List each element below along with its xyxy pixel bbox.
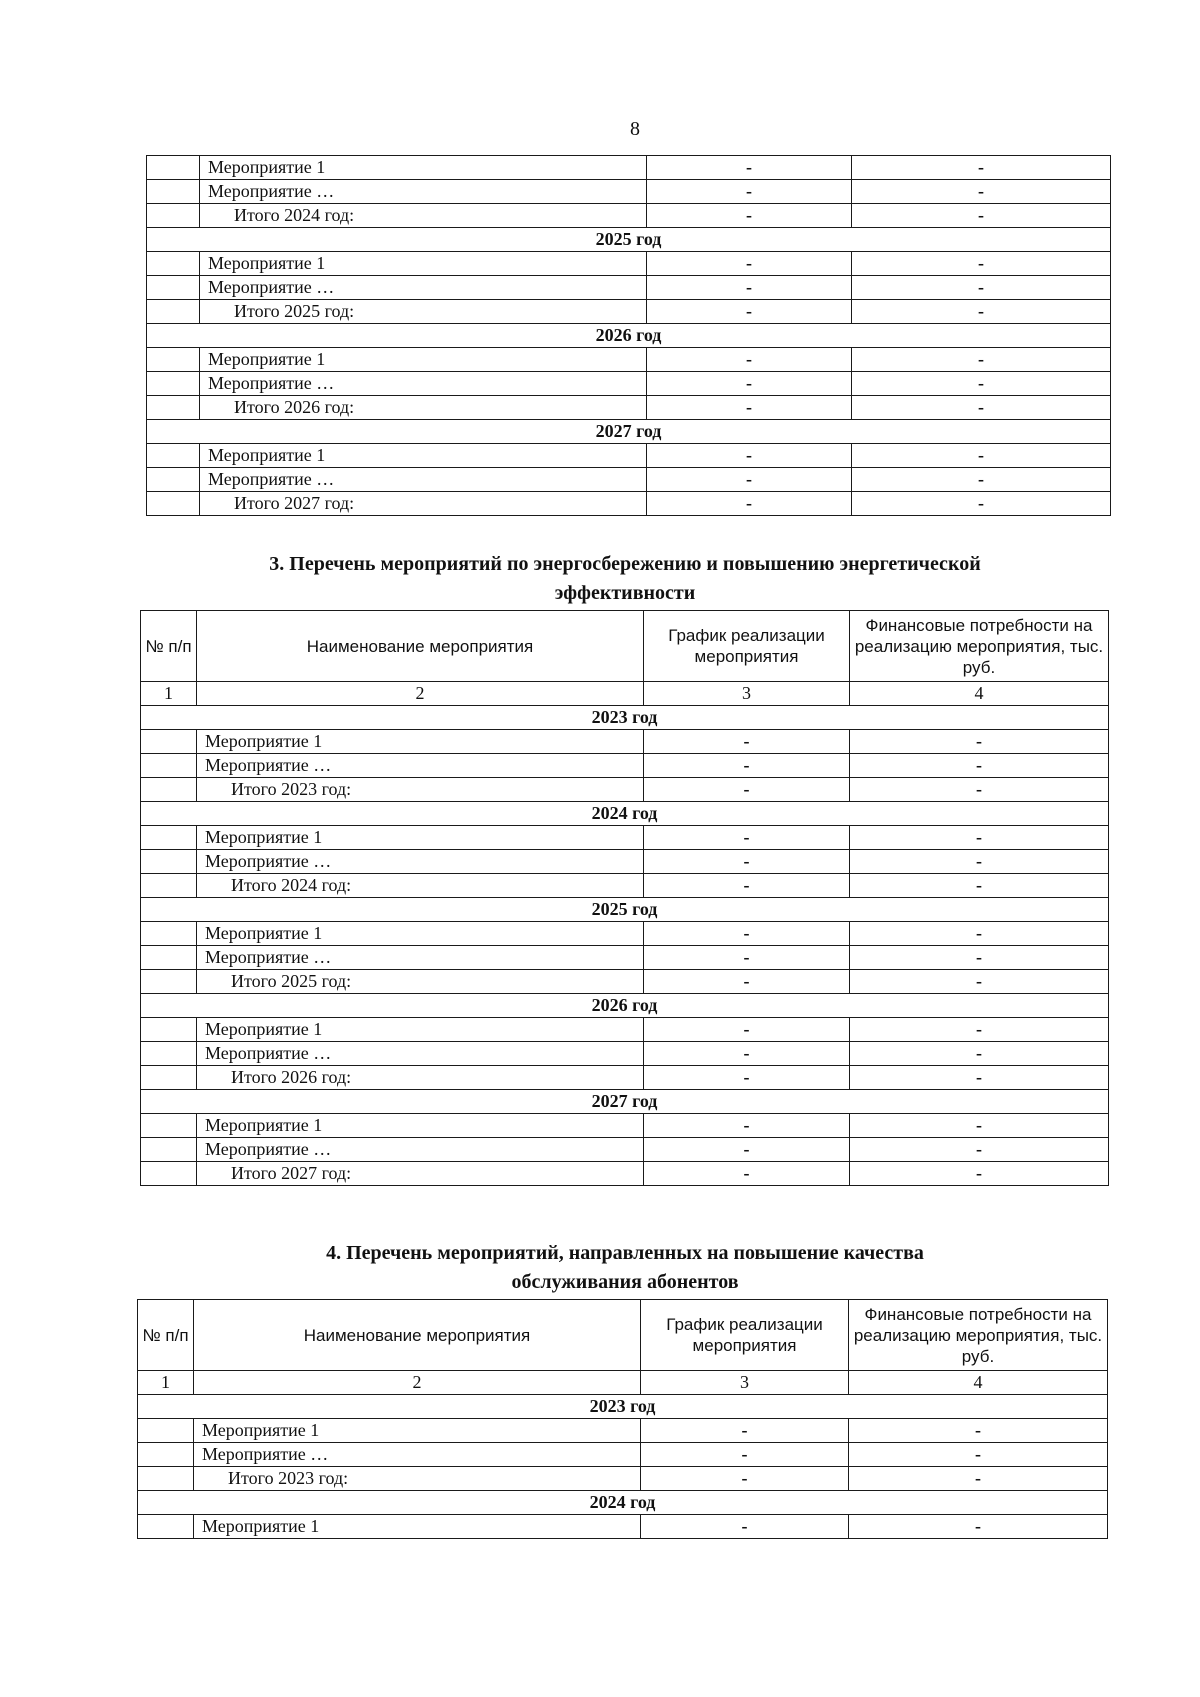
row-number [141,970,197,994]
column-number-row [138,1371,1108,1395]
schedule-value: - [644,1114,850,1138]
header-number: № п/п [141,611,197,682]
activity-row [138,1443,1108,1467]
activity-row [147,180,1111,204]
header-name: Наименование мероприятия [197,611,644,682]
year-row [147,228,1111,252]
finance-value: - [849,1419,1108,1443]
finance-value: - [852,252,1111,276]
table-header-row [141,611,1109,682]
schedule-value: - [647,156,852,180]
activity-row [141,1138,1109,1162]
row-number [141,754,197,778]
activity-name: Мероприятие … [197,754,644,778]
total-label: Итого 2027 год: [197,1162,644,1186]
finance-value: - [852,396,1111,420]
schedule-value: - [644,1042,850,1066]
total-label: Итого 2027 год: [200,492,647,516]
row-number [141,946,197,970]
row-number [141,1018,197,1042]
finance-value: - [852,444,1111,468]
row-number [147,444,200,468]
header-name: Наименование мероприятия [194,1300,641,1371]
row-number [147,156,200,180]
total-label: Итого 2023 год: [194,1467,641,1491]
section-4-title [140,1239,1110,1297]
service-quality-activities-table [137,1299,1108,1539]
row-number [141,922,197,946]
year-label: 2026 год [147,324,1111,348]
schedule-value: - [644,1018,850,1042]
section-4-title-line2: обслуживания абонентов [511,1271,739,1293]
column-number: 4 [850,682,1109,706]
row-number [141,730,197,754]
row-number [147,492,200,516]
total-row [147,300,1111,324]
activity-name: Мероприятие … [197,850,644,874]
activity-name: Мероприятие 1 [200,252,647,276]
header-schedule: График реализации мероприятия [644,611,850,682]
activity-name: Мероприятие … [197,946,644,970]
header-number: № п/п [138,1300,194,1371]
schedule-value: - [641,1467,849,1491]
finance-value: - [850,730,1109,754]
row-number [147,468,200,492]
row-number [141,1114,197,1138]
column-number: 3 [641,1371,849,1395]
column-number: 2 [194,1371,641,1395]
finance-value: - [850,754,1109,778]
year-label: 2027 год [141,1090,1109,1114]
total-row [141,1066,1109,1090]
schedule-value: - [644,826,850,850]
finance-value: - [850,1114,1109,1138]
activity-row [147,252,1111,276]
activity-row [147,468,1111,492]
row-number [147,300,200,324]
row-number [138,1419,194,1443]
activity-row [141,754,1109,778]
finance-value: - [850,1018,1109,1042]
schedule-value: - [641,1419,849,1443]
total-row [141,778,1109,802]
total-row [141,874,1109,898]
row-number [147,204,200,228]
finance-value: - [852,468,1111,492]
activity-row [141,850,1109,874]
year-label: 2025 год [141,898,1109,922]
row-number [138,1443,194,1467]
activity-row [141,1018,1109,1042]
year-label: 2023 год [138,1395,1108,1419]
row-number [141,1066,197,1090]
row-number [141,874,197,898]
continued-activities-table [146,155,1111,516]
activity-row [141,1114,1109,1138]
schedule-value: - [647,444,852,468]
activity-name: Мероприятие 1 [200,348,647,372]
activity-name: Мероприятие … [194,1443,641,1467]
schedule-value: - [647,300,852,324]
total-row [147,396,1111,420]
section-4-title-line1: 4. Перечень мероприятий, направленных на повышение качества [326,1242,924,1264]
finance-value: - [852,180,1111,204]
activity-row [147,156,1111,180]
finance-value: - [850,1042,1109,1066]
column-number: 1 [138,1371,194,1395]
total-row [138,1467,1108,1491]
activity-row [141,946,1109,970]
year-row [147,324,1111,348]
activity-name: Мероприятие 1 [197,1114,644,1138]
activity-row [141,922,1109,946]
activity-row [138,1515,1108,1539]
year-label: 2026 год [141,994,1109,1018]
activity-row [138,1419,1108,1443]
finance-value: - [852,204,1111,228]
schedule-value: - [644,970,850,994]
finance-value: - [850,1066,1109,1090]
activity-name: Мероприятие 1 [194,1515,641,1539]
activity-row [141,730,1109,754]
schedule-value: - [644,874,850,898]
energy-saving-activities-table [140,610,1109,1186]
schedule-value: - [647,252,852,276]
activity-name: Мероприятие 1 [197,730,644,754]
finance-value: - [852,348,1111,372]
schedule-value: - [644,850,850,874]
finance-value: - [852,492,1111,516]
activity-row [147,372,1111,396]
schedule-value: - [644,1162,850,1186]
activity-name: Мероприятие 1 [197,1018,644,1042]
total-label: Итого 2024 год: [200,204,647,228]
total-row [147,204,1111,228]
total-label: Итого 2026 год: [200,396,647,420]
column-number-row [141,682,1109,706]
column-number: 1 [141,682,197,706]
year-row [141,994,1109,1018]
finance-value: - [850,778,1109,802]
finance-value: - [852,276,1111,300]
activity-name: Мероприятие 1 [200,156,647,180]
activity-name: Мероприятие … [200,180,647,204]
schedule-value: - [647,396,852,420]
finance-value: - [850,1162,1109,1186]
schedule-value: - [644,922,850,946]
row-number [147,180,200,204]
finance-value: - [852,156,1111,180]
row-number [147,396,200,420]
year-row [138,1395,1108,1419]
year-row [141,1090,1109,1114]
total-label: Итого 2025 год: [197,970,644,994]
header-finance: Финансовые потребности на реализацию мероприятия, тыс. руб. [849,1300,1108,1371]
header-schedule: График реализации мероприятия [641,1300,849,1371]
activity-name: Мероприятие … [200,468,647,492]
schedule-value: - [644,946,850,970]
activity-row [147,276,1111,300]
activity-name: Мероприятие … [197,1138,644,1162]
year-label: 2023 год [141,706,1109,730]
activity-row [147,348,1111,372]
activity-name: Мероприятие 1 [197,922,644,946]
row-number [141,1162,197,1186]
year-row [141,802,1109,826]
row-number [141,826,197,850]
year-label: 2025 год [147,228,1111,252]
section-3-title-line1: 3. Перечень мероприятий по энергосбережению и повышению энергетической [269,553,981,575]
year-row [141,898,1109,922]
activity-name: Мероприятие … [200,276,647,300]
schedule-value: - [647,276,852,300]
row-number [147,372,200,396]
total-row [147,492,1111,516]
activity-name: Мероприятие 1 [194,1419,641,1443]
page-number: 8 [630,118,640,140]
activity-name: Мероприятие … [197,1042,644,1066]
year-label: 2027 год [147,420,1111,444]
total-label: Итого 2026 год: [197,1066,644,1090]
section-3-title [140,550,1110,608]
activity-name: Мероприятие … [200,372,647,396]
header-finance: Финансовые потребности на реализацию мероприятия, тыс. руб. [850,611,1109,682]
row-number [147,276,200,300]
total-label: Итого 2024 год: [197,874,644,898]
column-number: 4 [849,1371,1108,1395]
finance-value: - [850,946,1109,970]
total-row [141,970,1109,994]
schedule-value: - [644,754,850,778]
finance-value: - [850,1138,1109,1162]
row-number [147,252,200,276]
year-row [138,1491,1108,1515]
schedule-value: - [644,1066,850,1090]
row-number [138,1515,194,1539]
schedule-value: - [644,778,850,802]
activity-row [141,1042,1109,1066]
finance-value: - [849,1467,1108,1491]
row-number [141,850,197,874]
schedule-value: - [641,1515,849,1539]
year-row [141,706,1109,730]
total-row [141,1162,1109,1186]
finance-value: - [852,372,1111,396]
finance-value: - [850,850,1109,874]
row-number [141,1042,197,1066]
finance-value: - [849,1443,1108,1467]
activity-name: Мероприятие 1 [200,444,647,468]
schedule-value: - [647,372,852,396]
row-number [141,1138,197,1162]
year-row [147,420,1111,444]
activity-name: Мероприятие 1 [197,826,644,850]
row-number [147,348,200,372]
column-number: 2 [197,682,644,706]
schedule-value: - [644,730,850,754]
total-label: Итого 2025 год: [200,300,647,324]
schedule-value: - [641,1443,849,1467]
schedule-value: - [647,468,852,492]
activity-row [147,444,1111,468]
total-label: Итого 2023 год: [197,778,644,802]
finance-value: - [850,874,1109,898]
activity-row [141,826,1109,850]
schedule-value: - [644,1138,850,1162]
finance-value: - [850,922,1109,946]
schedule-value: - [647,204,852,228]
finance-value: - [852,300,1111,324]
table-header-row [138,1300,1108,1371]
row-number [138,1467,194,1491]
section-3-title-line2: эффективности [554,582,696,604]
schedule-value: - [647,348,852,372]
schedule-value: - [647,492,852,516]
finance-value: - [849,1515,1108,1539]
finance-value: - [850,826,1109,850]
year-label: 2024 год [141,802,1109,826]
finance-value: - [850,970,1109,994]
schedule-value: - [647,180,852,204]
column-number: 3 [644,682,850,706]
year-label: 2024 год [138,1491,1108,1515]
row-number [141,778,197,802]
